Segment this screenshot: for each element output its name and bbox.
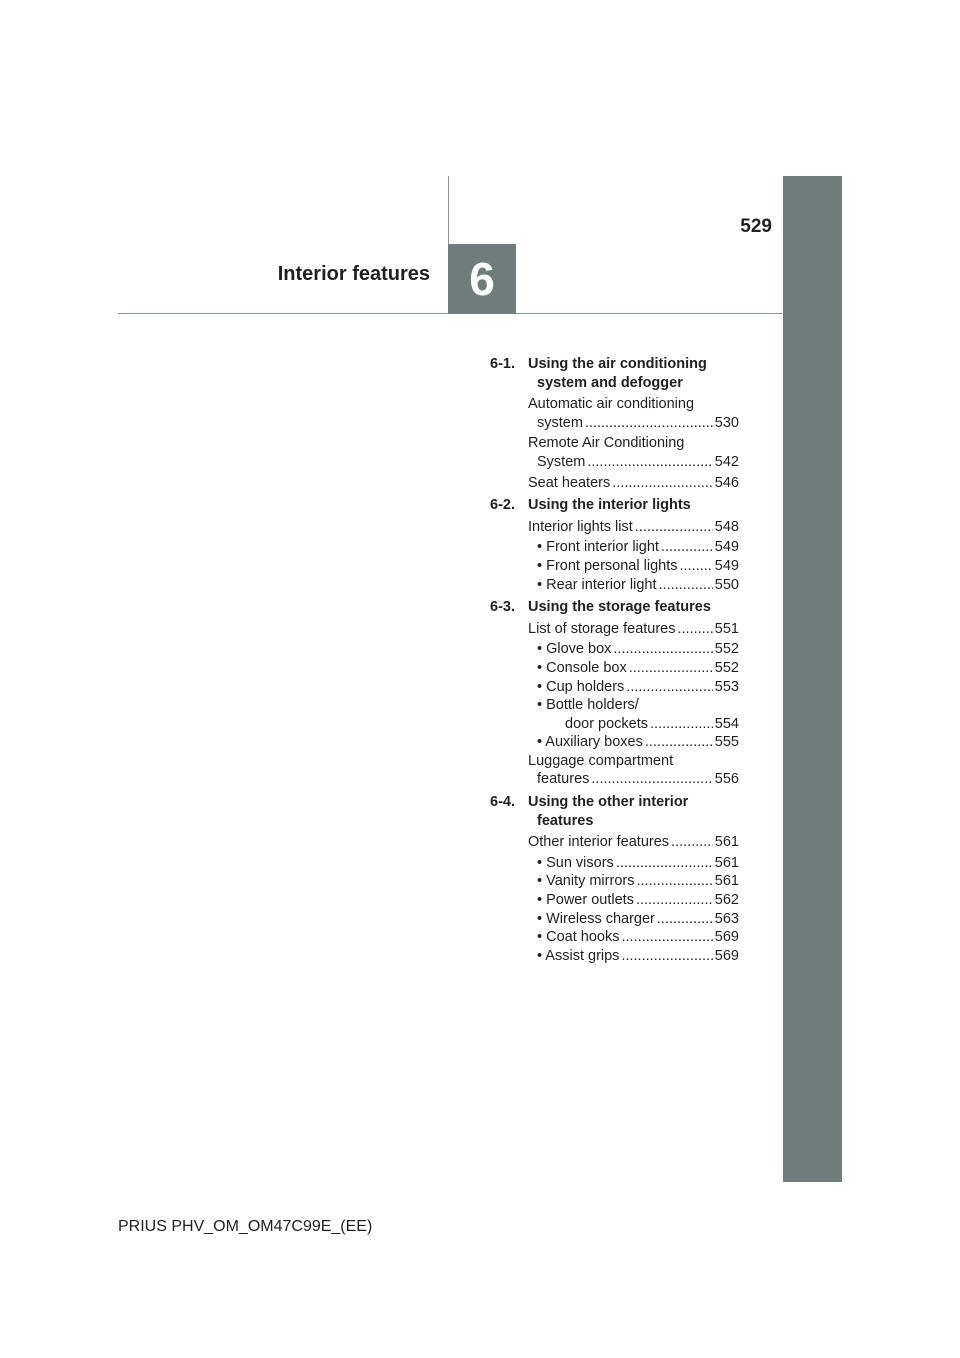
section-heading (490, 793, 739, 830)
dot-leader (591, 770, 712, 789)
entry-page-number: 548 (714, 518, 739, 535)
entry-label: • Glove box (537, 641, 612, 658)
entry-page-number: 549 (714, 557, 739, 574)
toc-subentry[interactable] (528, 696, 739, 733)
dot-leader (629, 659, 713, 678)
entry-label: system (537, 414, 583, 431)
dot-leader (636, 872, 712, 891)
section-title-line: Using the interior lights (528, 497, 691, 514)
toc-subentry[interactable] (528, 872, 739, 891)
entry-row (528, 518, 739, 537)
entry-page-number: 552 (714, 659, 739, 676)
section-number: 6-2. (490, 497, 515, 514)
section-title-line: features (537, 812, 594, 829)
section-title[interactable] (528, 496, 739, 515)
entry-page-number: 562 (714, 892, 739, 909)
section-heading (490, 496, 739, 515)
entry-row (537, 659, 739, 678)
entry-page-number: 551 (714, 620, 739, 637)
dot-leader (636, 891, 713, 910)
toc-subentry[interactable] (528, 640, 739, 659)
entry-label: • Coat hooks (537, 929, 620, 946)
entry-label-line: Remote Air Conditioning (528, 435, 685, 452)
entry-label-line: Luggage compartment (528, 752, 674, 769)
section-title-line: system and defogger (537, 374, 683, 391)
entry-label: System (537, 453, 586, 470)
dot-leader (626, 678, 713, 697)
entry-page-number: 553 (714, 678, 739, 695)
section-title[interactable] (528, 793, 739, 830)
toc-section (490, 496, 739, 594)
toc-subentry[interactable] (528, 659, 739, 678)
entry-page-number: 549 (714, 539, 739, 556)
chapter-side-tab (783, 176, 842, 1182)
toc-subentry[interactable] (528, 557, 739, 576)
entry-row (537, 947, 739, 966)
toc-section (490, 793, 739, 965)
entry-page-number: 546 (714, 474, 739, 491)
entry-row (537, 538, 739, 557)
entry-label: • Console box (537, 659, 627, 676)
toc-entry[interactable] (528, 395, 739, 432)
entry-page-number: 561 (714, 854, 739, 871)
entry-label: • Front personal lights (537, 557, 678, 574)
document-code: PRIUS PHV_OM_OM47C99E_(EE) (118, 1218, 373, 1235)
dot-leader (657, 910, 713, 929)
section-title[interactable] (528, 598, 739, 617)
chapter-title: Interior features (277, 263, 430, 285)
entry-row (537, 891, 739, 910)
dot-leader (671, 833, 713, 852)
entry-page-number: 555 (714, 734, 739, 751)
entry-label: door pockets (565, 715, 649, 732)
section-number: 6-4. (490, 794, 515, 811)
entry-label: • Front interior light (537, 539, 659, 556)
toc-entry[interactable] (528, 752, 739, 789)
section-number: 6-1. (490, 356, 515, 372)
toc-entry[interactable] (528, 833, 739, 852)
section-entries (490, 833, 739, 965)
entry-row (537, 872, 739, 891)
dot-leader (679, 557, 712, 576)
entry-row (537, 928, 739, 947)
entry-page-number: 530 (714, 414, 739, 431)
entry-row (528, 770, 739, 789)
section-heading (490, 355, 739, 392)
toc-entry[interactable] (528, 620, 739, 639)
dot-leader (621, 947, 712, 966)
page-number: 529 (740, 216, 772, 237)
entry-page-number: 542 (714, 453, 739, 470)
entry-label: features (537, 771, 590, 788)
entry-label-line: • Bottle holders/ (537, 697, 639, 714)
toc-subentry[interactable] (528, 947, 739, 966)
entry-label: • Rear interior light (537, 576, 657, 593)
entry-row (528, 414, 739, 433)
entry-label-line: Automatic air conditioning (528, 396, 695, 413)
entry-page-number: 552 (714, 641, 739, 658)
header-divider-vertical (448, 176, 449, 246)
toc-entry[interactable] (528, 434, 739, 471)
section-title-line: Using the air conditioning (528, 356, 707, 372)
dot-leader (659, 576, 713, 595)
section-title-line: Using the other interior (528, 794, 689, 811)
entry-page-number: 550 (714, 576, 739, 593)
entry-label: • Power outlets (537, 892, 634, 909)
section-entries (490, 395, 739, 492)
toc-subentry[interactable] (528, 678, 739, 697)
section-entries (490, 620, 739, 789)
dot-leader (678, 620, 713, 639)
table-of-contents (490, 355, 739, 969)
entry-label: List of storage features (528, 620, 676, 637)
dot-leader (661, 538, 713, 557)
entry-label: • Sun visors (537, 854, 614, 871)
toc-section (490, 598, 739, 789)
dot-leader (645, 733, 713, 752)
entry-label: Seat heaters (528, 474, 611, 491)
entry-label: Other interior features (528, 834, 670, 851)
entry-row (537, 576, 739, 595)
dot-leader (621, 928, 712, 947)
toc-entry[interactable] (528, 474, 739, 493)
section-title-line: Using the storage features (528, 599, 711, 616)
entry-label: Interior lights list (528, 518, 633, 535)
entry-row (537, 557, 739, 576)
toc-subentry[interactable] (528, 928, 739, 947)
toc-entry[interactable] (528, 518, 739, 537)
entry-row (537, 715, 739, 734)
dot-leader (616, 854, 713, 873)
dot-leader (650, 715, 713, 734)
toc-subentry[interactable] (528, 538, 739, 557)
entry-page-number: 563 (714, 910, 739, 927)
entry-row (528, 620, 739, 639)
entry-row (537, 640, 739, 659)
entry-page-number: 561 (714, 834, 739, 851)
dot-leader (585, 414, 713, 433)
entry-label: • Cup holders (537, 678, 625, 695)
dot-leader (587, 453, 712, 472)
entry-page-number: 554 (714, 715, 739, 732)
entry-label: • Wireless charger (537, 910, 655, 927)
dot-leader (635, 518, 713, 537)
entry-page-number: 556 (714, 771, 739, 788)
toc-subentry[interactable] (528, 854, 739, 873)
toc-subentry[interactable] (528, 576, 739, 595)
section-title[interactable] (528, 355, 739, 392)
entry-page-number: 561 (714, 873, 739, 890)
entry-row (537, 854, 739, 873)
entry-row (528, 833, 739, 852)
toc-subentry[interactable] (528, 910, 739, 929)
toc-section (490, 355, 739, 492)
entry-row (537, 733, 739, 752)
entry-page-number: 569 (714, 947, 739, 964)
chapter-number-box: 6 (448, 244, 516, 314)
toc-subentry[interactable] (528, 733, 739, 752)
section-heading (490, 598, 739, 617)
entry-label: • Vanity mirrors (537, 873, 635, 890)
section-number: 6-3. (490, 599, 515, 616)
entry-label: • Assist grips (537, 947, 620, 964)
entry-row (537, 910, 739, 929)
entry-row (537, 678, 739, 697)
section-entries (490, 518, 739, 594)
dot-leader (612, 474, 713, 493)
dot-leader (613, 640, 712, 659)
toc-subentry[interactable] (528, 891, 739, 910)
entry-row (528, 474, 739, 493)
entry-row (528, 453, 739, 472)
entry-page-number: 569 (714, 929, 739, 946)
entry-label: • Auxiliary boxes (537, 734, 643, 751)
